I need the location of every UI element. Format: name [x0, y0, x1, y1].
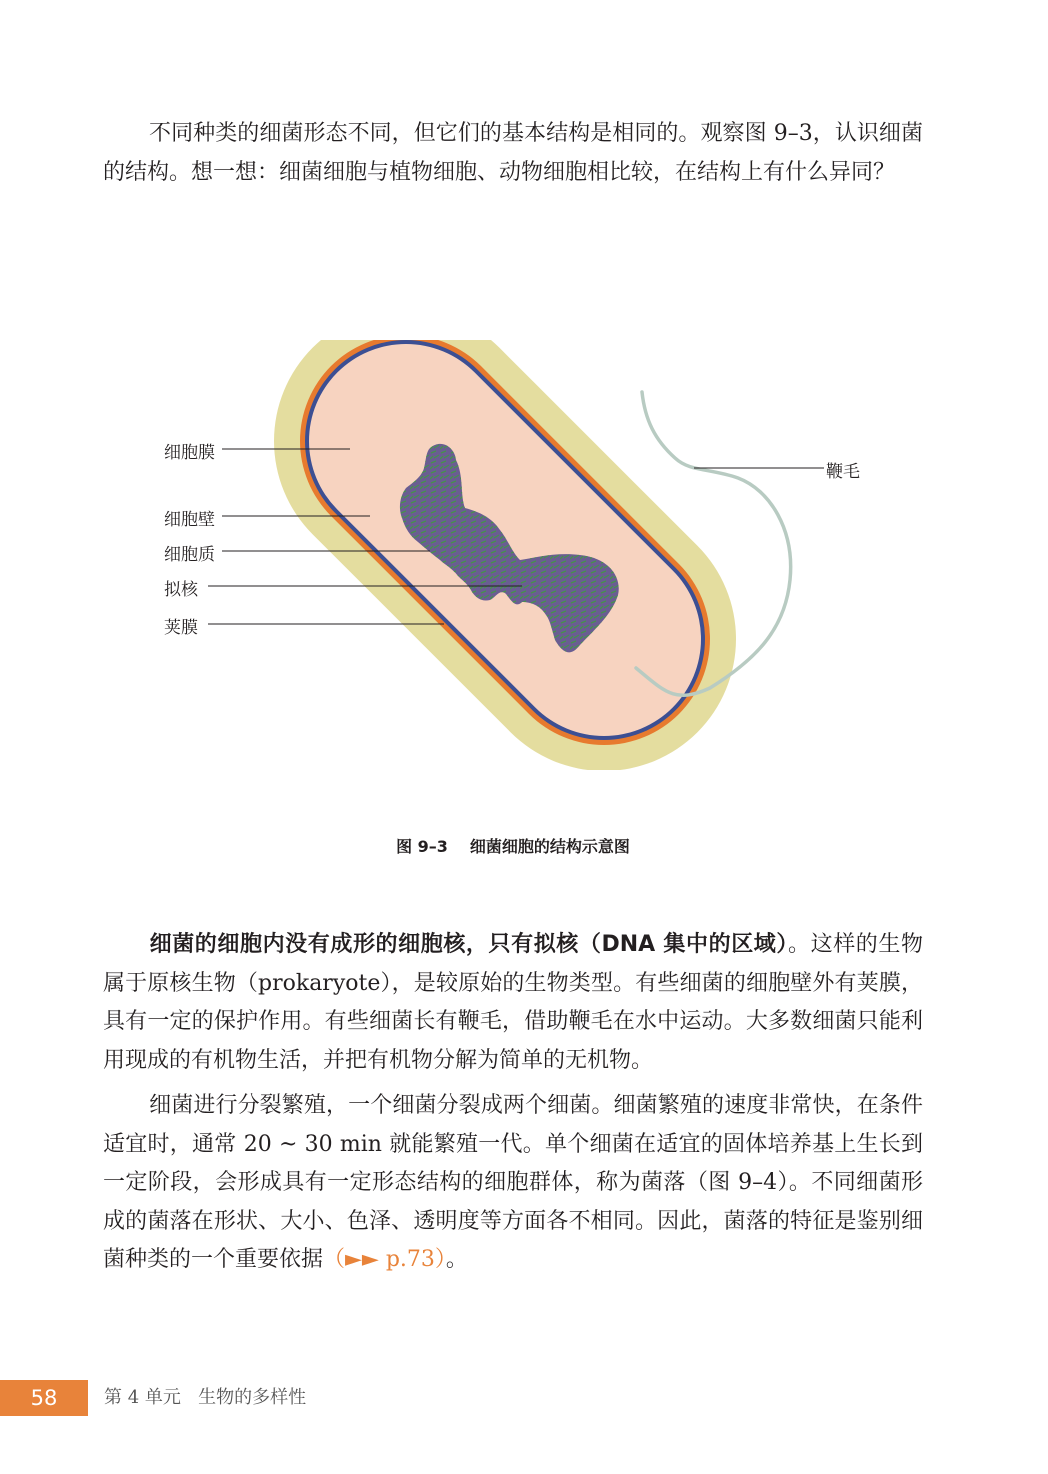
- bacteria-diagram: [150, 340, 890, 770]
- figure-caption: [0, 834, 1026, 857]
- prokaryote-key-sentence: 细菌的细胞内没有成形的细胞核，只有拟核（DNA 集中的区域）: [149, 932, 788, 957]
- bacteria-structure-figure: [150, 340, 890, 770]
- label-capsule: 荚膜: [164, 618, 198, 638]
- reproduction-end: 。: [445, 1247, 468, 1272]
- caption-number: 图 9–3: [396, 837, 448, 856]
- intro-paragraph: [103, 115, 923, 192]
- reproduction-text: 细菌进行分裂繁殖，一个细菌分裂成两个细菌。细菌繁殖的速度非常快，在条件适宜时，通常 20 ~ 30 min 就能繁殖一代。单个细菌在适宜的固体培养基上生长到一定阶段，会形成具有一定形态结构的细胞群体，称为菌落（图 9–4）。不同细菌形成的菌落在形状、大小、色泽、透明度等方面各不相同。因此，菌落的特征是鉴别细菌种类的一个重要依据: [103, 1093, 923, 1272]
- intro-text: 不同种类的细菌形态不同，但它们的基本结构是相同的。观察图 9–3，认识细菌的结构。想一想：细菌细胞与植物细胞、动物细胞相比较，在结构上有什么异同？: [103, 121, 923, 185]
- label-cytoplasm: 细胞质: [164, 545, 215, 565]
- page-reference-link[interactable]: （►► p.73）: [323, 1247, 446, 1272]
- label-flagellum: 鞭毛: [826, 462, 860, 482]
- prokaryote-text: 。这样的生物属于原核生物（prokaryote），是较原始的生物类型。有些细菌的细胞壁外有荚膜，具有一定的保护作用。有些细菌长有鞭毛，借助鞭毛在水中运动。大多数细菌只能利用现成的有机物生活，并把有机物分解为简单的无机物。: [103, 932, 923, 1073]
- unit-number: 第 4 单元: [104, 1387, 181, 1408]
- page-number: 58: [0, 1380, 88, 1416]
- label-cell-wall: 细胞壁: [164, 510, 215, 530]
- label-nucleoid: 拟核: [164, 580, 198, 600]
- running-head: [104, 1380, 306, 1416]
- reproduction-paragraph: [103, 1087, 923, 1280]
- unit-title: 生物的多样性: [198, 1387, 307, 1408]
- label-cell-membrane: 细胞膜: [164, 443, 215, 463]
- page-footer: [0, 1380, 1048, 1416]
- caption-title: 细菌细胞的结构示意图: [469, 837, 630, 856]
- prokaryote-paragraph: [103, 926, 923, 1080]
